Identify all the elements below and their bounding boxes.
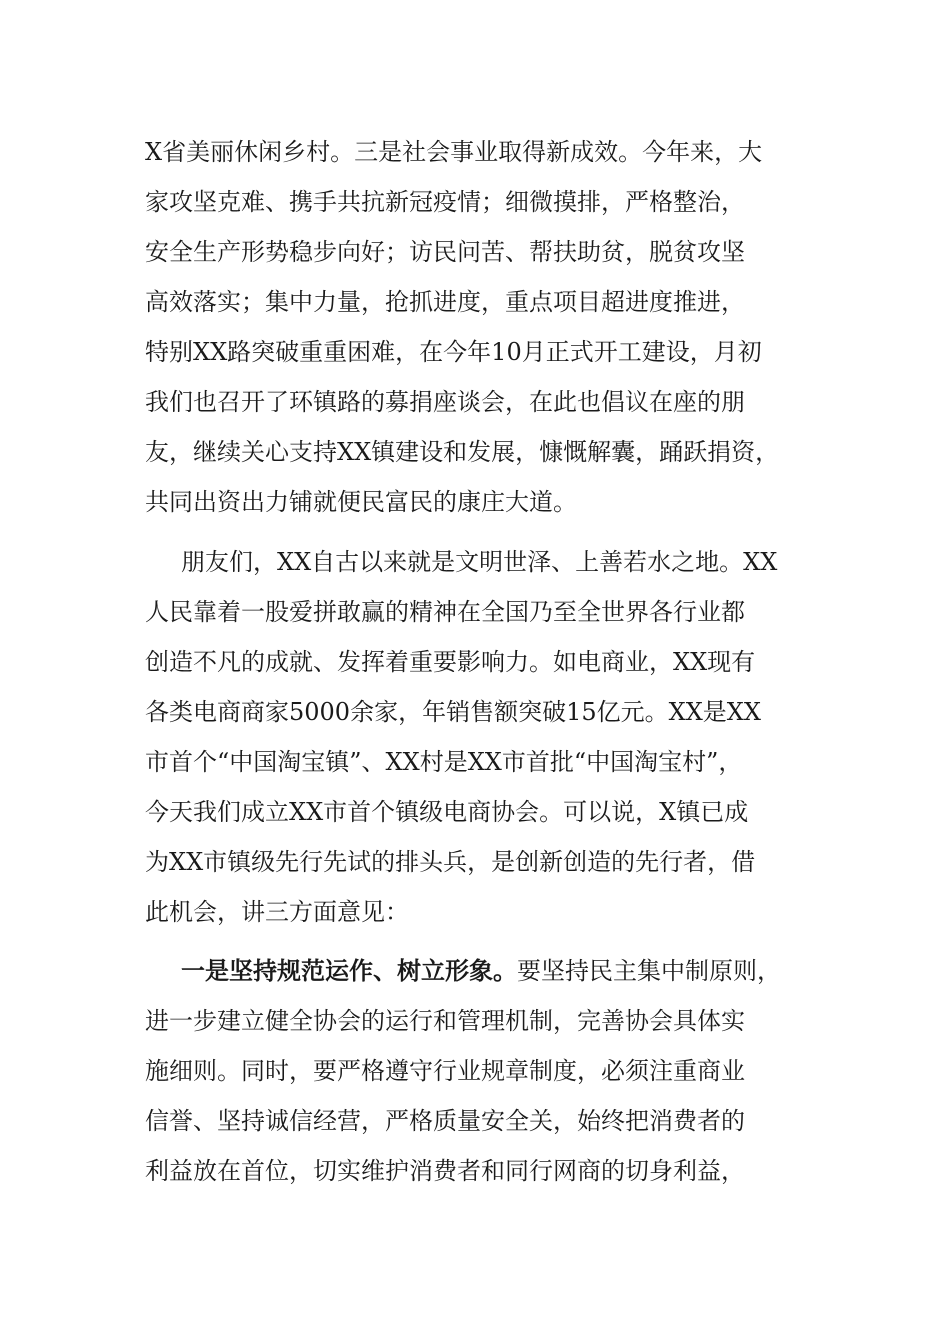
paragraph-line: 安全生产形势稳步向好；访民问苦、帮扶助贫，脱贫攻坚 [145,238,745,266]
paragraph-lead-text: 要坚持民主集中制原则， [517,957,781,985]
paragraph-line: 利益放在首位，切实维护消费者和同行网商的切身利益， [145,1157,745,1185]
paragraph-line: 进一步建立健全协会的运行和管理机制，完善协会具体实 [145,1007,745,1035]
paragraph-line: 我们也召开了环镇路的募捐座谈会，在此也倡议在座的朋 [145,388,745,416]
paragraph-line: 共同出资出力铺就便民富民的康庄大道。 [145,488,577,516]
paragraph-line: 为XX市镇级先行先试的排头兵，是创新创造的先行者，借 [145,848,756,876]
paragraph-first-line [145,946,825,996]
paragraph-line: 市首个“中国淘宝镇”、XX村是XX市首批“中国淘宝村”， [145,748,743,776]
paragraph-line: 施细则。同时，要严格遵守行业规章制度，必须注重商业 [145,1057,745,1085]
paragraph-line: 人民靠着一股爱拼敢赢的精神在全国乃至全世界各行业都 [145,598,745,626]
paragraph-line: 信誉、坚持诚信经营，严格质量安全关，始终把消费者的 [145,1107,745,1135]
paragraph-line: 特别XX路突破重重困难，在今年10月正式开工建设，月初 [145,338,762,366]
paragraph-line: 创造不凡的成就、发挥着重要影响力。如电商业，XX现有 [145,648,756,676]
paragraph-line: 各类电商商家5000余家，年销售额突破15亿元。XX是XX [145,698,761,726]
paragraph-lead-heading: 一是坚持规范运作、树立形象。 [181,956,517,985]
paragraph-line: X省美丽休闲乡村。三是社会事业取得新成效。今年来，大 [145,138,763,166]
paragraph-line: 家攻坚克难、携手共抗新冠疫情；细微摸排，严格整治， [145,188,745,216]
paragraph-line: 今天我们成立XX市首个镇级电商协会。可以说，X镇已成 [145,798,749,826]
paragraph-3 [145,946,825,1196]
paragraph-line: 高效落实；集中力量，抢抓进度，重点项目超进度推进， [145,288,745,316]
paragraph-2 [145,537,825,937]
paragraph-line: 此机会，讲三方面意见： [145,898,409,926]
paragraph-line: 朋友们，XX自古以来就是文明世泽、上善若水之地。XX [181,548,778,576]
paragraph-line: 友，继续关心支持XX镇建设和发展，慷慨解囊，踊跃捐资， [145,438,780,466]
paragraph-1 [145,127,825,527]
